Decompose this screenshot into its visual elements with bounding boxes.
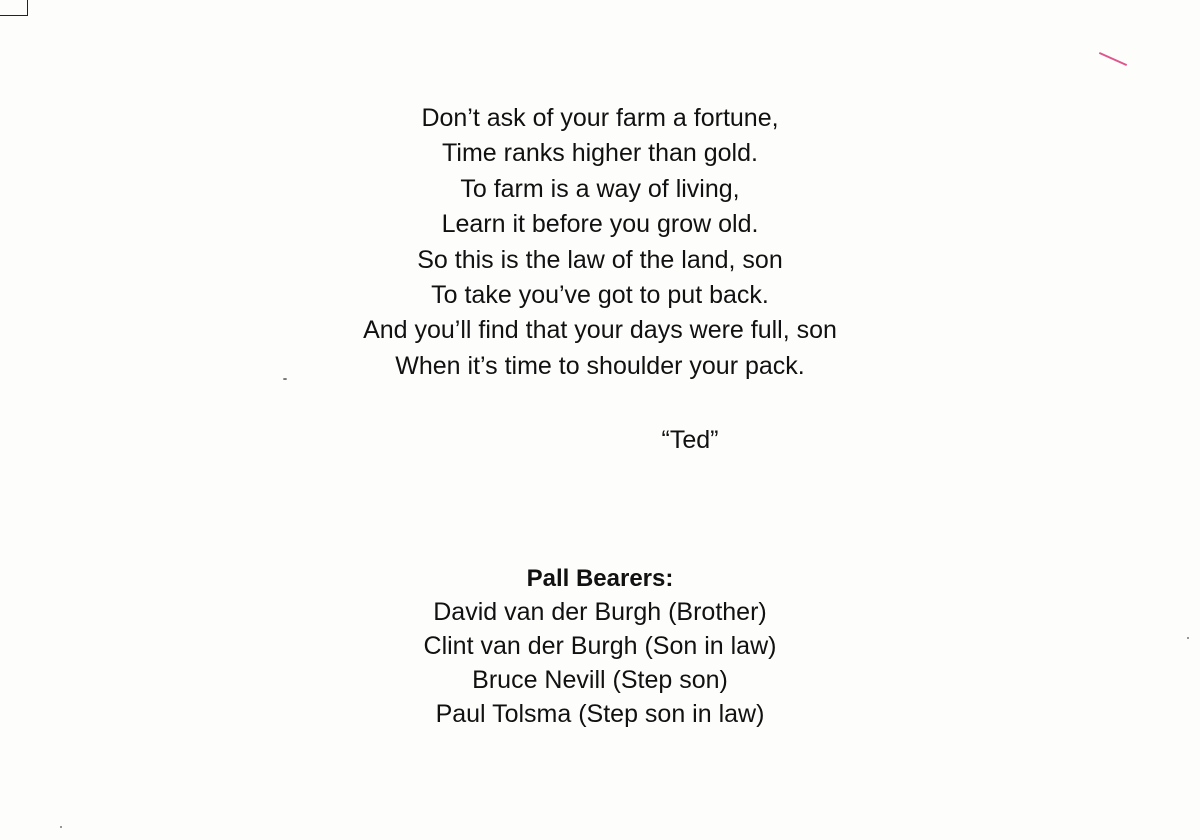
pall-bearers-section (0, 563, 1200, 731)
pall-bearer-name: Clint van der Burgh (Son in law) (423, 632, 777, 660)
pall-bearer-name: Bruce Nevill (Step son) (472, 666, 728, 694)
poem-line: So this is the law of the land, son (417, 245, 783, 274)
pall-bearer-name: Paul Tolsma (Step son in law) (435, 700, 765, 728)
poem-line: Don’t ask of your farm a fortune, (421, 104, 779, 132)
pink-pen-mark (1099, 52, 1127, 66)
poem-line: To farm is a way of living, (460, 174, 740, 203)
poem-line: Learn it before you grow old. (441, 210, 759, 239)
poem-line: And you’ll find that your days were full, son (363, 316, 837, 345)
poem-line: Time ranks higher than gold. (442, 139, 758, 168)
scan-speck (60, 826, 62, 828)
poem-line: When it’s time to shoulder your pack. (395, 351, 805, 380)
pall-bearers-heading: Pall Bearers: (526, 565, 674, 592)
poem-line: To take you’ve got to put back. (431, 281, 769, 310)
poem-author: “Ted” (661, 426, 719, 454)
pall-bearer-name: David van der Burgh (Brother) (433, 598, 767, 626)
poem (0, 101, 1200, 384)
corner-crop-mark (0, 0, 28, 16)
